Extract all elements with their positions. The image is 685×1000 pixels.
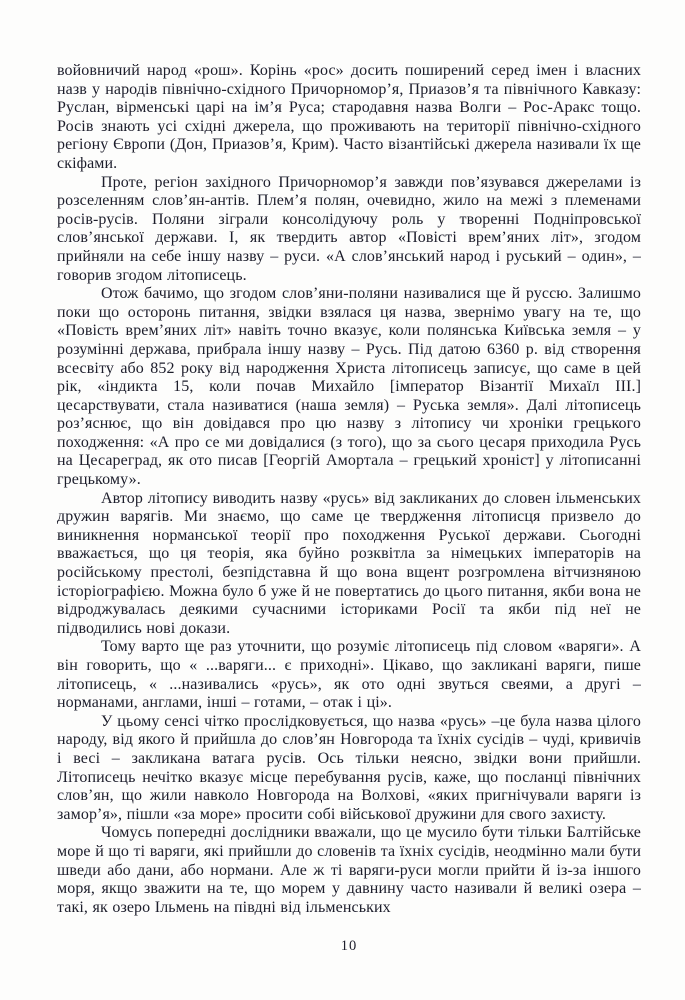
page-number: 10: [340, 938, 358, 954]
paragraph: Отож бачимо, що згодом слов’яни-поляни називалися ще й руссю. Залишмо поки що осторонь питання, звідки взялася ця назва, звернімо увагу на те, що «Повість врем’яних літ» навіть точно вказує, коли полянська Київська земля – у розумінні держава, прибрала іншу назву – Русь. Під датою 6360 р. від створення всесвіту або 852 року від народження Христа літописець записує, що саме в цей рік, «індикта 15, коли почав Михайло [імператор Візантії Михаїл ІІІ.] цесарствувати, стала називатися (наша земля) – Руська земля». Далі літописець роз’яснює, що він довідався про цю назву з літопису чи хроніки грецького походження: «А про се ми довідалися (з того), що за сього цесаря приходила Русь на Цесареград, як ото писав [Георгій Амортала – грецький хроніст] у літописанні грецькому».: [57, 285, 641, 489]
paragraph: Тому варто ще раз уточнити, що розуміє літописець під словом «варяги». А він говорить, що « ...варяги... є приходні». Цікаво, що закликані варяги, пише літописець, « ...називались «русь», як ото одні звуться свеями, а другі – норманами, англами, інші – готами, – отак і ці».: [57, 638, 641, 712]
paragraph: Чомусь попередні дослідники вважали, що це мусило бути тільки Балтійське море й що ті варяги, які прийшли до словенів та їхніх сусідів, неодмінно мали бути шведи або дани, або нормани. Але ж ті варяги-руси могли прийти й із-за іншого моря, якщо зважити на те, що морем у давнину часто називали й великі озера – такі, як озеро Ільмень на півдні від ільменських: [57, 824, 641, 916]
paragraph: Проте, регіон західного Причорномор’я завжди пов’язувався джерелами із розселенням слов’ян-антів. Плем’я полян, очевидно, жило на межі з племенами росів-русів. Поляни зіграли консолідуючу роль у творенні Подніпровської слов’янської держави. І, як твердить автор «Повісті врем’яних літ», згодом прийняли на себе іншу назву – руси. «А слов’янський народ і руський – один», – говорив згодом літописець.: [57, 173, 641, 284]
paragraph: У цьому сенсі чітко прослідковується, що назва «русь» –це була назва цілого народу, від якого й прийшла до слов’ян Новгорода та їхніх сусідів – чуді, кривичів і весі – закликана ватага русів. Ось тільки неясно, звідки вони прийшли. Літописець нечітко вказує місце перебування русів, каже, що посланці північних слов’ян, що жили навколо Новгорода на Волхові, «яких пригнічували варяги із замор’я», пішли «за море» просити собі військової дружини для свого захисту.: [57, 712, 641, 823]
paragraph: Автор літопису виводить назву «русь» від закликаних до словен ільменських дружин варягів. Ми знаємо, що саме це твердження літописця призвело до виникнення норманської теорії про походження Руської держави. Сьогодні вважається, що ця теорія, яка буйно розквітла за німецьких імператорів на російському престолі, безпідставна й що вона вщент розгромлена вітчизняною історіографією. Можна було б уже й не повертатись до цього питання, якби вона не відроджувалась деякими сучасними істориками Росії та якби під неї не підводились нові докази.: [57, 489, 641, 637]
paragraph-continuation: войовничий народ «рош». Корінь «рос» досить поширений серед імен і власних назв у народів північно-східного Причорномор’я, Приазов’я та північного Кавказу: Руслан, вірменські царі на ім’я Руса; стародавня назва Волги – Рос-Аракс тощо. Росів знають усі східні джерела, що проживають на території північно-східного регіону Європи (Дон, Приазов’я, Крим). Часто візантійські джерела називали їх ще скіфами.: [57, 62, 641, 172]
body-text: [57, 62, 641, 917]
